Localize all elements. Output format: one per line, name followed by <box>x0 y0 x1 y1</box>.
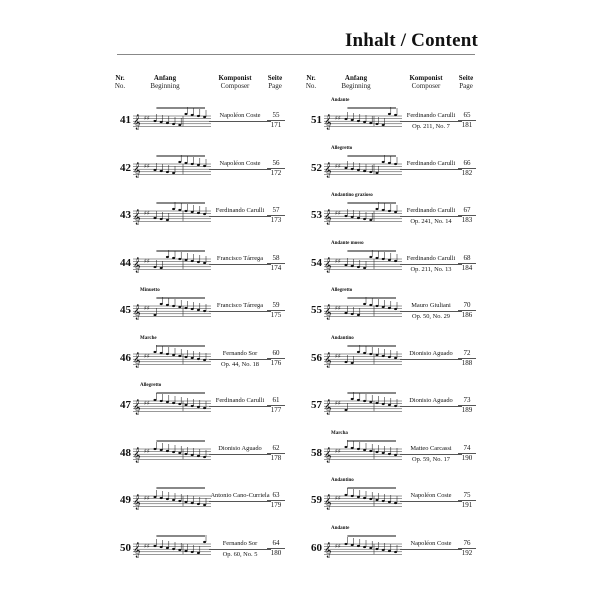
page-number-primary: 76 <box>458 539 476 549</box>
header-composer: Komponist Composer <box>409 74 443 90</box>
music-incipit <box>324 342 402 376</box>
composer-name: Ferdinando Carulli <box>400 112 462 122</box>
page-numbers <box>267 349 285 368</box>
composer-cell <box>209 302 271 313</box>
opus-number: Op. 211, No. 7 <box>412 123 450 130</box>
tempo-marking: Marcha <box>331 430 348 436</box>
composer-cell <box>209 397 271 408</box>
toc-entry <box>300 290 476 338</box>
opus-number <box>209 265 271 266</box>
opus-number <box>209 407 271 408</box>
toc-entry <box>300 430 476 481</box>
page-number-primary: 64 <box>267 539 285 549</box>
svg-text:♯♯: ♯♯ <box>335 305 341 312</box>
opus-number <box>400 502 462 503</box>
svg-text:𝄞: 𝄞 <box>324 542 332 558</box>
composer-cell <box>209 540 271 559</box>
svg-text:𝄞: 𝄞 <box>324 210 332 225</box>
svg-text:𝄞: 𝄞 <box>324 400 332 415</box>
page-number-secondary: 175 <box>270 311 282 319</box>
composer-cell <box>400 255 462 274</box>
composer-cell <box>209 445 271 456</box>
svg-text:𝄞: 𝄞 <box>324 162 332 178</box>
opus-number <box>209 502 271 503</box>
piece-number: 43 <box>120 209 131 221</box>
header-page: Seite Page <box>267 74 283 90</box>
page-number-primary: 74 <box>458 444 476 454</box>
composer-name: Matteo Carcassi <box>400 445 462 455</box>
music-incipit <box>324 437 402 471</box>
title-rule <box>117 54 475 55</box>
page-numbers <box>458 539 476 558</box>
tempo-marking: Allegretto <box>331 288 353 293</box>
svg-text:♯♯: ♯♯ <box>144 210 150 217</box>
page-numbers <box>458 206 476 225</box>
page-number-primary: 70 <box>458 301 476 311</box>
opus-number <box>209 455 271 456</box>
page-number-primary: 62 <box>267 444 285 454</box>
toc-entry <box>109 243 285 291</box>
svg-text:♯♯: ♯♯ <box>144 305 150 312</box>
composer-cell <box>400 540 462 551</box>
piece-number: 48 <box>120 446 131 459</box>
toc-entry <box>109 433 285 481</box>
piece-number: 42 <box>120 161 131 174</box>
composer-name: Dionisio Aguado <box>209 445 271 455</box>
page-number-secondary: 174 <box>270 263 282 272</box>
music-incipit <box>324 247 402 281</box>
composer-name: Napoléon Coste <box>209 112 271 122</box>
header-composer: Komponist Composer <box>218 74 252 90</box>
svg-text:♯♯: ♯♯ <box>335 495 341 502</box>
composer-name: Dionisio Aguado <box>400 397 462 407</box>
page-number-primary: 57 <box>267 206 285 216</box>
svg-text:𝄞: 𝄞 <box>324 352 332 368</box>
svg-text:♯♯: ♯♯ <box>144 115 150 122</box>
opus-number <box>209 122 271 123</box>
piece-number: 45 <box>120 304 131 316</box>
svg-text:♯♯: ♯♯ <box>144 447 150 455</box>
header-nr: Nr. No. <box>114 74 126 90</box>
svg-text:♯♯: ♯♯ <box>335 210 341 217</box>
composer-cell <box>209 112 271 123</box>
composer-cell <box>400 445 462 464</box>
page-number-secondary: 180 <box>270 548 282 557</box>
svg-text:♯♯: ♯♯ <box>335 257 341 265</box>
toc-column-right <box>300 70 476 575</box>
composer-cell <box>209 207 271 218</box>
page-number-secondary: 171 <box>270 121 282 129</box>
music-incipit <box>133 294 211 328</box>
composer-cell <box>400 397 462 408</box>
svg-text:𝄞: 𝄞 <box>133 115 141 130</box>
composer-cell <box>209 255 271 266</box>
page-numbers <box>267 159 285 178</box>
header-beginning: Anfang Beginning <box>341 74 371 90</box>
music-incipit <box>133 532 211 566</box>
music-incipit <box>324 152 402 186</box>
page-numbers <box>458 491 476 510</box>
composer-cell <box>400 302 462 321</box>
svg-text:𝄞: 𝄞 <box>133 495 141 510</box>
toc-entry <box>300 240 476 291</box>
opus-number: Op. 60, No. 5 <box>222 550 258 558</box>
composer-cell <box>400 207 462 226</box>
composer-name: Napoléon Coste <box>400 540 462 550</box>
svg-text:♯♯: ♯♯ <box>335 162 341 170</box>
page-number-secondary: 190 <box>461 453 473 462</box>
opus-number: Op. 44, No. 18 <box>221 360 259 368</box>
svg-text:♯♯: ♯♯ <box>335 400 341 407</box>
composer-name: Ferdinando Carulli <box>400 160 462 170</box>
page-number-secondary: 179 <box>270 501 282 509</box>
page-number-primary: 56 <box>267 159 285 169</box>
page-number-primary: 73 <box>458 396 476 406</box>
svg-text:𝄞: 𝄞 <box>324 495 332 510</box>
page-number-primary: 68 <box>458 254 476 264</box>
svg-text:♯♯: ♯♯ <box>335 115 341 122</box>
page-numbers <box>458 444 476 463</box>
svg-text:𝄞: 𝄞 <box>133 305 141 320</box>
music-incipit <box>133 437 211 471</box>
composer-cell <box>400 492 462 503</box>
composer-cell <box>209 492 271 503</box>
page-number-primary: 75 <box>458 491 476 501</box>
page-number-secondary: 181 <box>461 121 473 129</box>
svg-text:𝄞: 𝄞 <box>133 447 141 463</box>
toc-entry <box>109 385 285 433</box>
composer-name: Dionisio Aguado <box>400 350 462 360</box>
tempo-marking: Allegretto <box>331 145 353 151</box>
page-number-secondary: 176 <box>270 358 282 367</box>
toc-entry <box>109 148 285 196</box>
page-number-secondary: 184 <box>461 263 473 272</box>
piece-number: 41 <box>120 114 131 126</box>
toc-entry <box>109 528 285 576</box>
opus-number <box>209 170 271 171</box>
svg-text:𝄞: 𝄞 <box>133 257 141 273</box>
page-numbers <box>458 159 476 178</box>
opus-number <box>209 312 271 313</box>
page-number-secondary: 183 <box>461 216 473 224</box>
page-number-secondary: 189 <box>461 406 473 414</box>
composer-cell <box>209 350 271 369</box>
piece-number: 46 <box>120 351 131 364</box>
page-numbers <box>267 206 285 225</box>
music-incipit <box>324 294 402 328</box>
piece-number: 51 <box>311 114 322 126</box>
tempo-marking: Andantino grazioso <box>331 193 373 198</box>
composer-cell <box>400 160 462 171</box>
music-incipit <box>133 484 211 518</box>
piece-number: 57 <box>311 399 322 411</box>
opus-number <box>400 407 462 408</box>
composer-name: Napoléon Coste <box>400 492 462 502</box>
piece-number: 53 <box>311 209 322 221</box>
page-number-secondary: 188 <box>461 358 473 367</box>
composer-name: Francisco Tárrega <box>209 255 271 265</box>
svg-text:♯♯: ♯♯ <box>144 162 150 170</box>
page-number-secondary: 172 <box>270 168 282 177</box>
page-numbers <box>267 111 285 130</box>
piece-number: 44 <box>120 256 131 269</box>
svg-text:♯♯: ♯♯ <box>335 447 341 455</box>
composer-name: Antonio Cano-Curriela <box>209 492 271 502</box>
page-number-secondary: 192 <box>461 548 473 557</box>
composer-name: Ferdinando Carulli <box>400 255 462 265</box>
composer-name: Ferdinando Carulli <box>209 207 271 217</box>
piece-number: 58 <box>311 446 322 459</box>
page-numbers <box>267 254 285 273</box>
tempo-marking: Minuetto <box>140 288 160 293</box>
music-incipit <box>133 342 211 376</box>
svg-text:♯♯: ♯♯ <box>144 352 150 360</box>
svg-text:♯♯: ♯♯ <box>335 352 341 360</box>
column-header <box>109 70 285 100</box>
piece-number: 59 <box>311 494 322 506</box>
svg-text:𝄞: 𝄞 <box>133 542 141 558</box>
page-number-primary: 59 <box>267 301 285 311</box>
svg-text:𝄞: 𝄞 <box>133 400 141 415</box>
tempo-marking: Marche <box>140 335 157 341</box>
page-numbers <box>267 396 285 415</box>
composer-cell <box>400 112 462 131</box>
svg-text:♯♯: ♯♯ <box>144 495 150 502</box>
page-numbers <box>458 301 476 320</box>
page-numbers <box>267 444 285 463</box>
page-number-primary: 66 <box>458 159 476 169</box>
piece-number: 55 <box>311 304 322 316</box>
page-numbers <box>267 491 285 510</box>
column-header <box>300 70 476 100</box>
toc-entry <box>300 335 476 386</box>
page-number-primary: 58 <box>267 254 285 264</box>
composer-name: Fernando Sor <box>209 350 271 360</box>
svg-text:𝄞: 𝄞 <box>324 115 332 130</box>
toc-entry <box>109 100 285 148</box>
svg-text:♯♯: ♯♯ <box>144 400 150 407</box>
music-incipit <box>324 199 402 233</box>
composer-name: Fernando Sor <box>209 540 271 550</box>
music-incipit <box>324 532 402 566</box>
toc-entry <box>109 335 285 386</box>
music-incipit <box>133 152 211 186</box>
page-number-primary: 60 <box>267 349 285 359</box>
svg-text:𝄞: 𝄞 <box>324 257 332 273</box>
composer-cell <box>209 160 271 171</box>
svg-text:𝄞: 𝄞 <box>133 210 141 225</box>
page-number-primary: 61 <box>267 396 285 406</box>
page-number-secondary: 186 <box>461 311 473 319</box>
svg-text:♯♯: ♯♯ <box>144 257 150 265</box>
composer-name: Francisco Tárrega <box>209 302 271 312</box>
header-nr: Nr. No. <box>305 74 317 90</box>
music-incipit <box>133 199 211 233</box>
page-number-secondary: 178 <box>270 453 282 462</box>
svg-text:𝄞: 𝄞 <box>324 447 332 463</box>
header-beginning: Anfang Beginning <box>150 74 180 90</box>
toc-entry <box>300 385 476 433</box>
tempo-marking: Andantino <box>331 478 354 483</box>
piece-number: 50 <box>120 541 131 554</box>
toc-entry <box>109 290 285 338</box>
piece-number: 60 <box>311 541 322 554</box>
tempo-marking: Andante <box>331 525 350 531</box>
svg-text:𝄞: 𝄞 <box>324 305 332 320</box>
music-incipit <box>133 104 211 138</box>
opus-number: Op. 50, No. 29 <box>412 313 450 320</box>
page-numbers <box>458 111 476 130</box>
page-numbers <box>458 349 476 368</box>
opus-number <box>209 217 271 218</box>
music-incipit <box>133 247 211 281</box>
tempo-marking: Allegretto <box>140 383 162 388</box>
piece-number: 52 <box>311 161 322 174</box>
toc-entry <box>109 480 285 528</box>
opus-number <box>400 550 462 551</box>
opus-number <box>400 170 462 171</box>
page-title: Inhalt / Content <box>344 30 478 51</box>
svg-text:♯♯: ♯♯ <box>335 542 341 550</box>
toc-entry <box>300 100 476 148</box>
piece-number: 49 <box>120 494 131 506</box>
composer-name: Ferdinando Carulli <box>400 207 462 217</box>
composer-name: Ferdinando Carulli <box>209 397 271 407</box>
page-number-secondary: 182 <box>461 168 473 177</box>
composer-name: Mauro Giuliani <box>400 302 462 312</box>
tempo-marking: Andantino <box>331 335 354 341</box>
page-number-secondary: 177 <box>270 406 282 414</box>
page-number-primary: 55 <box>267 111 285 121</box>
page-numbers <box>267 539 285 558</box>
toc-entry <box>109 195 285 243</box>
music-incipit <box>324 389 402 423</box>
svg-text:𝄞: 𝄞 <box>133 352 141 368</box>
toc-entry <box>300 480 476 528</box>
page-numbers <box>267 301 285 320</box>
header-page: Seite Page <box>458 74 474 90</box>
piece-number: 47 <box>120 399 131 411</box>
opus-number: Op. 241, No. 14 <box>410 218 452 225</box>
page-number-primary: 63 <box>267 491 285 501</box>
toc-entry <box>300 195 476 243</box>
music-incipit <box>324 104 402 138</box>
piece-number: 56 <box>311 351 322 364</box>
piece-number: 54 <box>311 256 322 269</box>
page-number-primary: 72 <box>458 349 476 359</box>
page-number-secondary: 173 <box>270 216 282 224</box>
page-number-secondary: 191 <box>461 501 473 509</box>
toc-entry <box>300 525 476 576</box>
svg-text:𝄞: 𝄞 <box>133 162 141 178</box>
opus-number <box>400 360 462 361</box>
toc-entry <box>300 145 476 196</box>
page-numbers <box>458 396 476 415</box>
opus-number: Op. 59, No. 17 <box>412 455 450 463</box>
page-numbers <box>458 254 476 273</box>
opus-number: Op. 211, No. 13 <box>410 265 452 273</box>
music-incipit <box>133 389 211 423</box>
composer-cell <box>400 350 462 361</box>
page-number-primary: 67 <box>458 206 476 216</box>
music-incipit <box>324 484 402 518</box>
tempo-marking: Andante <box>331 98 350 103</box>
page-number-primary: 65 <box>458 111 476 121</box>
svg-text:♯♯: ♯♯ <box>144 542 150 550</box>
tempo-marking: Andante mosso <box>331 240 364 246</box>
composer-name: Napoléon Coste <box>209 160 271 170</box>
toc-column-left <box>109 70 285 575</box>
